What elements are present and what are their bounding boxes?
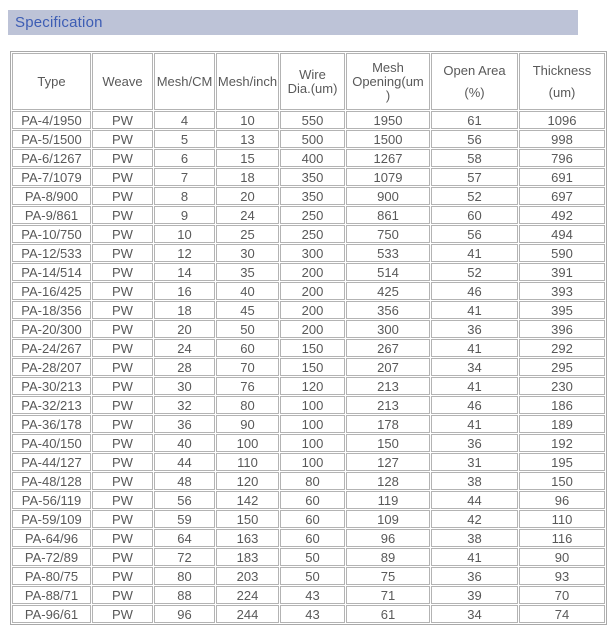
table-cell-weave: PW	[92, 358, 153, 376]
table-cell-mesh-opening: 750	[346, 225, 430, 243]
table-cell-mesh-cm: 16	[154, 282, 215, 300]
table-cell-thickness: 391	[519, 263, 605, 281]
page-title: Specification	[15, 14, 103, 31]
table-cell-open-area: 41	[431, 377, 518, 395]
table-cell-mesh-cm: 8	[154, 187, 215, 205]
column-header-thickness	[519, 53, 605, 110]
table-cell-mesh-inch: 30	[216, 244, 279, 262]
table-cell-type: PA-24/267	[12, 339, 91, 357]
table-cell-type: PA-40/150	[12, 434, 91, 452]
table-cell-type: PA-48/128	[12, 472, 91, 490]
table-row	[12, 586, 605, 604]
table-cell-type: PA-7/1079	[12, 168, 91, 186]
table-cell-mesh-inch: 70	[216, 358, 279, 376]
table-cell-type: PA-12/533	[12, 244, 91, 262]
table-cell-thickness: 1096	[519, 111, 605, 129]
table-cell-weave: PW	[92, 225, 153, 243]
table-cell-weave: PW	[92, 301, 153, 319]
table-cell-open-area: 56	[431, 225, 518, 243]
table-cell-wire-dia: 250	[280, 225, 345, 243]
table-cell-mesh-cm: 9	[154, 206, 215, 224]
table-cell-mesh-opening: 213	[346, 377, 430, 395]
table-cell-mesh-inch: 100	[216, 434, 279, 452]
table-cell-mesh-inch: 50	[216, 320, 279, 338]
table-cell-mesh-cm: 20	[154, 320, 215, 338]
table-cell-type: PA-8/900	[12, 187, 91, 205]
table-cell-type: PA-59/109	[12, 510, 91, 528]
table-cell-type: PA-64/96	[12, 529, 91, 547]
table-row	[12, 434, 605, 452]
table-cell-weave: PW	[92, 529, 153, 547]
table-cell-mesh-cm: 10	[154, 225, 215, 243]
table-row	[12, 567, 605, 585]
column-header-line: Type	[37, 73, 66, 89]
table-cell-type: PA-18/356	[12, 301, 91, 319]
table-cell-wire-dia: 60	[280, 510, 345, 528]
table-row	[12, 510, 605, 528]
table-cell-open-area: 36	[431, 434, 518, 452]
table-row	[12, 301, 605, 319]
table-cell-open-area: 61	[431, 111, 518, 129]
table-cell-open-area: 36	[431, 567, 518, 585]
table-cell-mesh-inch: 150	[216, 510, 279, 528]
table-cell-mesh-opening: 207	[346, 358, 430, 376]
table-cell-type: PA-9/861	[12, 206, 91, 224]
specification-table-container	[10, 51, 600, 625]
table-row	[12, 263, 605, 281]
table-cell-type: PA-88/71	[12, 586, 91, 604]
table-cell-open-area: 42	[431, 510, 518, 528]
table-cell-wire-dia: 200	[280, 301, 345, 319]
table-cell-wire-dia: 300	[280, 244, 345, 262]
table-cell-mesh-opening: 267	[346, 339, 430, 357]
column-header-line: Mesh/CM	[156, 73, 213, 89]
column-header-line: Mesh	[372, 59, 404, 75]
table-cell-mesh-cm: 40	[154, 434, 215, 452]
table-cell-open-area: 36	[431, 320, 518, 338]
table-cell-type: PA-96/61	[12, 605, 91, 623]
table-cell-mesh-opening: 514	[346, 263, 430, 281]
table-row	[12, 358, 605, 376]
table-cell-weave: PW	[92, 168, 153, 186]
table-cell-weave: PW	[92, 415, 153, 433]
table-row	[12, 225, 605, 243]
table-cell-weave: PW	[92, 472, 153, 490]
table-cell-open-area: 60	[431, 206, 518, 224]
table-row	[12, 396, 605, 414]
table-cell-open-area: 38	[431, 529, 518, 547]
column-header-wire-dia	[280, 53, 345, 110]
table-cell-mesh-cm: 80	[154, 567, 215, 585]
table-cell-weave: PW	[92, 434, 153, 452]
column-header-weave	[92, 53, 153, 110]
table-cell-weave: PW	[92, 339, 153, 357]
table-cell-mesh-opening: 109	[346, 510, 430, 528]
table-row	[12, 111, 605, 129]
table-cell-mesh-inch: 10	[216, 111, 279, 129]
column-header-line: (um)	[548, 84, 576, 100]
table-cell-weave: PW	[92, 282, 153, 300]
table-cell-thickness: 96	[519, 491, 605, 509]
column-header-line: (%)	[464, 84, 485, 100]
table-cell-type: PA-14/514	[12, 263, 91, 281]
table-row	[12, 168, 605, 186]
table-row	[12, 529, 605, 547]
table-cell-thickness: 90	[519, 548, 605, 566]
table-cell-wire-dia: 100	[280, 415, 345, 433]
table-cell-mesh-cm: 5	[154, 130, 215, 148]
table-cell-mesh-cm: 59	[154, 510, 215, 528]
table-cell-weave: PW	[92, 111, 153, 129]
table-cell-open-area: 44	[431, 491, 518, 509]
table-cell-weave: PW	[92, 605, 153, 623]
column-header-line: )	[385, 87, 391, 103]
table-cell-type: PA-16/425	[12, 282, 91, 300]
table-cell-mesh-opening: 96	[346, 529, 430, 547]
table-cell-wire-dia: 60	[280, 491, 345, 509]
table-cell-wire-dia: 100	[280, 396, 345, 414]
table-cell-thickness: 998	[519, 130, 605, 148]
table-cell-mesh-opening: 1950	[346, 111, 430, 129]
table-cell-mesh-inch: 80	[216, 396, 279, 414]
table-cell-weave: PW	[92, 567, 153, 585]
table-cell-type: PA-72/89	[12, 548, 91, 566]
table-cell-weave: PW	[92, 130, 153, 148]
table-cell-mesh-cm: 44	[154, 453, 215, 471]
table-cell-mesh-opening: 861	[346, 206, 430, 224]
table-cell-mesh-opening: 75	[346, 567, 430, 585]
table-cell-wire-dia: 100	[280, 434, 345, 452]
table-cell-wire-dia: 150	[280, 339, 345, 357]
table-cell-wire-dia: 80	[280, 472, 345, 490]
table-cell-thickness: 186	[519, 396, 605, 414]
table-cell-mesh-inch: 60	[216, 339, 279, 357]
table-cell-mesh-opening: 900	[346, 187, 430, 205]
table-cell-weave: PW	[92, 244, 153, 262]
column-header-line: Thickness	[532, 62, 592, 78]
table-cell-thickness: 110	[519, 510, 605, 528]
table-cell-thickness: 395	[519, 301, 605, 319]
table-row	[12, 206, 605, 224]
table-cell-weave: PW	[92, 396, 153, 414]
table-cell-type: PA-30/213	[12, 377, 91, 395]
column-header-mesh-inch	[216, 53, 279, 110]
table-row	[12, 605, 605, 623]
table-cell-thickness: 189	[519, 415, 605, 433]
table-cell-thickness: 697	[519, 187, 605, 205]
table-row	[12, 453, 605, 471]
table-cell-mesh-opening: 61	[346, 605, 430, 623]
table-cell-wire-dia: 150	[280, 358, 345, 376]
table-cell-wire-dia: 50	[280, 567, 345, 585]
table-cell-thickness: 494	[519, 225, 605, 243]
table-cell-open-area: 52	[431, 187, 518, 205]
table-cell-mesh-cm: 7	[154, 168, 215, 186]
table-cell-thickness: 393	[519, 282, 605, 300]
table-cell-mesh-inch: 120	[216, 472, 279, 490]
table-cell-type: PA-32/213	[12, 396, 91, 414]
table-cell-open-area: 56	[431, 130, 518, 148]
table-cell-mesh-inch: 20	[216, 187, 279, 205]
table-cell-thickness: 292	[519, 339, 605, 357]
table-cell-weave: PW	[92, 206, 153, 224]
table-cell-mesh-inch: 142	[216, 491, 279, 509]
table-cell-thickness: 796	[519, 149, 605, 167]
table-cell-mesh-opening: 89	[346, 548, 430, 566]
section-title-bar	[8, 10, 578, 35]
table-cell-mesh-inch: 110	[216, 453, 279, 471]
table-cell-mesh-cm: 24	[154, 339, 215, 357]
table-cell-weave: PW	[92, 263, 153, 281]
table-cell-open-area: 38	[431, 472, 518, 490]
table-cell-wire-dia: 200	[280, 282, 345, 300]
table-cell-mesh-opening: 425	[346, 282, 430, 300]
table-cell-thickness: 590	[519, 244, 605, 262]
table-cell-weave: PW	[92, 320, 153, 338]
table-cell-mesh-inch: 40	[216, 282, 279, 300]
table-cell-wire-dia: 550	[280, 111, 345, 129]
table-cell-weave: PW	[92, 586, 153, 604]
table-row	[12, 149, 605, 167]
table-cell-open-area: 39	[431, 586, 518, 604]
table-cell-type: PA-6/1267	[12, 149, 91, 167]
table-cell-open-area: 41	[431, 415, 518, 433]
table-cell-mesh-inch: 25	[216, 225, 279, 243]
table-cell-wire-dia: 120	[280, 377, 345, 395]
table-cell-mesh-inch: 203	[216, 567, 279, 585]
table-cell-thickness: 93	[519, 567, 605, 585]
table-cell-open-area: 46	[431, 396, 518, 414]
table-row	[12, 320, 605, 338]
table-cell-mesh-cm: 28	[154, 358, 215, 376]
table-cell-thickness: 116	[519, 529, 605, 547]
table-cell-thickness: 150	[519, 472, 605, 490]
table-cell-weave: PW	[92, 548, 153, 566]
table-cell-thickness: 691	[519, 168, 605, 186]
table-cell-type: PA-10/750	[12, 225, 91, 243]
table-cell-mesh-opening: 533	[346, 244, 430, 262]
table-cell-wire-dia: 400	[280, 149, 345, 167]
table-cell-wire-dia: 350	[280, 168, 345, 186]
column-header-line: Dia.(um)	[287, 80, 338, 96]
table-cell-mesh-opening: 1079	[346, 168, 430, 186]
table-cell-mesh-cm: 32	[154, 396, 215, 414]
table-cell-open-area: 58	[431, 149, 518, 167]
table-cell-mesh-opening: 1267	[346, 149, 430, 167]
table-row	[12, 491, 605, 509]
table-cell-thickness: 74	[519, 605, 605, 623]
table-cell-type: PA-56/119	[12, 491, 91, 509]
table-cell-mesh-inch: 76	[216, 377, 279, 395]
table-cell-mesh-opening: 119	[346, 491, 430, 509]
table-cell-weave: PW	[92, 453, 153, 471]
table-cell-mesh-cm: 12	[154, 244, 215, 262]
column-header-line: Mesh/inch	[217, 73, 278, 89]
table-cell-weave: PW	[92, 149, 153, 167]
table-cell-wire-dia: 60	[280, 529, 345, 547]
table-cell-mesh-opening: 356	[346, 301, 430, 319]
table-row	[12, 244, 605, 262]
table-cell-mesh-inch: 183	[216, 548, 279, 566]
table-cell-open-area: 57	[431, 168, 518, 186]
table-body	[12, 111, 605, 623]
table-cell-wire-dia: 350	[280, 187, 345, 205]
table-cell-open-area: 41	[431, 301, 518, 319]
table-cell-mesh-opening: 300	[346, 320, 430, 338]
table-cell-mesh-inch: 35	[216, 263, 279, 281]
table-cell-type: PA-36/178	[12, 415, 91, 433]
specification-table	[10, 51, 607, 625]
table-cell-mesh-inch: 15	[216, 149, 279, 167]
table-cell-mesh-opening: 71	[346, 586, 430, 604]
table-cell-thickness: 192	[519, 434, 605, 452]
table-cell-mesh-cm: 30	[154, 377, 215, 395]
column-header-line: Open Area	[443, 62, 506, 78]
table-cell-wire-dia: 500	[280, 130, 345, 148]
table-cell-wire-dia: 43	[280, 605, 345, 623]
table-cell-weave: PW	[92, 377, 153, 395]
table-row	[12, 472, 605, 490]
table-cell-mesh-opening: 127	[346, 453, 430, 471]
table-cell-type: PA-80/75	[12, 567, 91, 585]
table-header	[12, 53, 605, 110]
table-cell-thickness: 492	[519, 206, 605, 224]
table-cell-mesh-cm: 96	[154, 605, 215, 623]
table-cell-mesh-inch: 90	[216, 415, 279, 433]
column-header-line: Opening(um	[352, 73, 424, 89]
table-cell-thickness: 230	[519, 377, 605, 395]
table-cell-type: PA-4/1950	[12, 111, 91, 129]
table-cell-mesh-cm: 72	[154, 548, 215, 566]
table-cell-wire-dia: 200	[280, 263, 345, 281]
table-cell-thickness: 195	[519, 453, 605, 471]
table-cell-mesh-inch: 244	[216, 605, 279, 623]
table-cell-mesh-inch: 24	[216, 206, 279, 224]
table-cell-open-area: 34	[431, 605, 518, 623]
table-cell-type: PA-28/207	[12, 358, 91, 376]
table-cell-mesh-cm: 88	[154, 586, 215, 604]
table-row	[12, 339, 605, 357]
table-cell-mesh-inch: 45	[216, 301, 279, 319]
table-cell-mesh-cm: 64	[154, 529, 215, 547]
table-cell-open-area: 31	[431, 453, 518, 471]
table-cell-open-area: 46	[431, 282, 518, 300]
table-row	[12, 187, 605, 205]
table-cell-mesh-cm: 18	[154, 301, 215, 319]
table-cell-wire-dia: 43	[280, 586, 345, 604]
table-cell-mesh-inch: 18	[216, 168, 279, 186]
table-cell-wire-dia: 200	[280, 320, 345, 338]
table-cell-open-area: 52	[431, 263, 518, 281]
table-cell-weave: PW	[92, 510, 153, 528]
column-header-mesh-opening	[346, 53, 430, 110]
table-cell-weave: PW	[92, 187, 153, 205]
table-cell-type: PA-20/300	[12, 320, 91, 338]
table-cell-mesh-inch: 163	[216, 529, 279, 547]
table-cell-mesh-inch: 224	[216, 586, 279, 604]
table-cell-mesh-opening: 128	[346, 472, 430, 490]
table-cell-thickness: 295	[519, 358, 605, 376]
table-cell-open-area: 41	[431, 339, 518, 357]
table-cell-mesh-cm: 6	[154, 149, 215, 167]
column-header-open-area	[431, 53, 518, 110]
column-header-line: Wire	[299, 66, 326, 82]
table-row	[12, 130, 605, 148]
table-cell-mesh-opening: 1500	[346, 130, 430, 148]
table-cell-mesh-opening: 178	[346, 415, 430, 433]
table-cell-type: PA-44/127	[12, 453, 91, 471]
table-row	[12, 548, 605, 566]
table-cell-weave: PW	[92, 491, 153, 509]
table-cell-open-area: 41	[431, 548, 518, 566]
table-cell-wire-dia: 100	[280, 453, 345, 471]
table-row	[12, 377, 605, 395]
table-cell-mesh-opening: 150	[346, 434, 430, 452]
table-cell-mesh-cm: 56	[154, 491, 215, 509]
table-cell-thickness: 396	[519, 320, 605, 338]
table-cell-mesh-opening: 213	[346, 396, 430, 414]
table-cell-mesh-inch: 13	[216, 130, 279, 148]
table-cell-mesh-cm: 14	[154, 263, 215, 281]
header-row	[12, 53, 605, 110]
table-cell-wire-dia: 250	[280, 206, 345, 224]
column-header-type	[12, 53, 91, 110]
column-header-line: Weave	[102, 73, 143, 89]
column-header-mesh-cm	[154, 53, 215, 110]
table-cell-mesh-cm: 4	[154, 111, 215, 129]
table-row	[12, 282, 605, 300]
table-cell-type: PA-5/1500	[12, 130, 91, 148]
table-cell-mesh-cm: 48	[154, 472, 215, 490]
table-cell-wire-dia: 50	[280, 548, 345, 566]
table-cell-open-area: 41	[431, 244, 518, 262]
table-cell-mesh-cm: 36	[154, 415, 215, 433]
table-cell-thickness: 70	[519, 586, 605, 604]
table-row	[12, 415, 605, 433]
table-cell-open-area: 34	[431, 358, 518, 376]
